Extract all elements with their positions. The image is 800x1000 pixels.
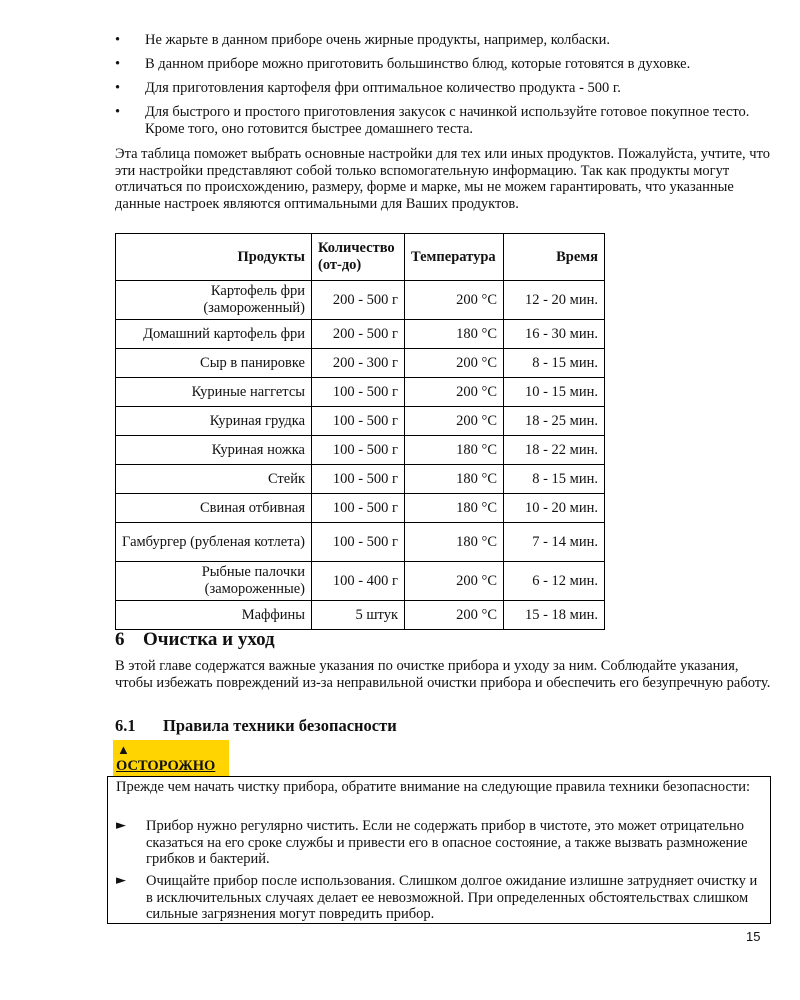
intro-paragraph: Эта таблица поможет выбрать основные настройки для тех или иных продуктов. Пожалуйста, учтите, что эти настройки представляют собой только вспомогательную информацию. Так как продукты могут отличаться по происхождению, размеру, форме и марке, мы не можем гарантировать, что указанные данные настроек являются оптимальными для Ваших продуктов. — [115, 146, 770, 212]
cell-time: 10 - 15 мин. — [504, 378, 605, 407]
cell-temperature: 180 °C — [405, 465, 504, 494]
cell-temperature: 200 °C — [405, 378, 504, 407]
cell-quantity: 100 - 500 г — [312, 465, 405, 494]
cell-product: Стейк — [116, 465, 312, 494]
cell-temperature: 180 °C — [405, 436, 504, 465]
warning-label — [113, 740, 229, 776]
cell-quantity: 5 штук — [312, 601, 405, 630]
bullet-icon: • — [115, 104, 121, 120]
table-row — [116, 562, 605, 601]
cell-time: 8 - 15 мин. — [504, 349, 605, 378]
table-row — [116, 378, 605, 407]
cell-temperature: 200 °C — [405, 407, 504, 436]
cell-product: Гамбургер (рубленая котлета) — [116, 523, 312, 562]
list-item: • Не жарьте в данном приборе очень жирные продукты, например, колбаски. — [115, 32, 610, 48]
cell-quantity: 200 - 300 г — [312, 349, 405, 378]
cell-time: 8 - 15 мин. — [504, 465, 605, 494]
arrow-right-icon: ► — [116, 873, 126, 888]
cell-quantity: 100 - 500 г — [312, 378, 405, 407]
table-header-row — [116, 234, 605, 281]
cell-temperature: 200 °C — [405, 601, 504, 630]
warning-intro: Прежде чем начать чистку прибора, обратите внимание на следующие правила техники безопасности: — [116, 779, 751, 795]
table-row — [116, 523, 605, 562]
warning-triangle-icon: ▲ — [117, 742, 130, 757]
bullet-icon: • — [115, 80, 121, 96]
subsection-title: Правила техники безопасности — [163, 716, 397, 735]
column-header-temperature: Температура — [405, 234, 504, 281]
table-row — [116, 320, 605, 349]
warning-item: ► Очищайте прибор после использования. Слишком долгое ожидание излишне затрудняет очистку и в исключительных случаях делает ее невозможной. При определенных обстоятельствах слишком сильные загрязнения могут повредить прибор. — [116, 873, 758, 922]
column-header-time: Время — [504, 234, 605, 281]
cell-temperature: 180 °C — [405, 494, 504, 523]
cell-temperature: 180 °C — [405, 320, 504, 349]
cell-product: Маффины — [116, 601, 312, 630]
cell-temperature: 180 °C — [405, 523, 504, 562]
cell-product: Куриные наггетсы — [116, 378, 312, 407]
cell-product: Картофель фри (замороженный) — [116, 281, 312, 320]
cell-time: 12 - 20 мин. — [504, 281, 605, 320]
bullet-icon: • — [115, 56, 121, 72]
cell-temperature: 200 °C — [405, 349, 504, 378]
list-item: • Для приготовления картофеля фри оптимальное количество продукта - 500 г. — [115, 80, 621, 96]
page-number: 15 — [746, 929, 761, 944]
cell-quantity: 200 - 500 г — [312, 320, 405, 349]
tips-list — [115, 32, 765, 145]
cell-temperature: 200 °C — [405, 281, 504, 320]
cell-quantity: 100 - 500 г — [312, 494, 405, 523]
cell-temperature: 200 °C — [405, 562, 504, 601]
warning-label-text: ОСТОРОЖНО — [116, 758, 216, 774]
column-header-quantity: Количество (от-до) — [312, 234, 405, 281]
cell-quantity: 100 - 500 г — [312, 436, 405, 465]
cell-product: Куриная грудка — [116, 407, 312, 436]
cell-time: 6 - 12 мин. — [504, 562, 605, 601]
section-title: Очистка и уход — [143, 629, 275, 650]
cell-product: Свиная отбивная — [116, 494, 312, 523]
table-row — [116, 465, 605, 494]
table-row — [116, 407, 605, 436]
cell-product: Рыбные палочки (замороженные) — [116, 562, 312, 601]
table-row — [116, 601, 605, 630]
cell-quantity: 200 - 500 г — [312, 281, 405, 320]
cell-time: 18 - 22 мин. — [504, 436, 605, 465]
section-heading — [115, 629, 275, 651]
cell-time: 15 - 18 мин. — [504, 601, 605, 630]
section-paragraph: В этой главе содержатся важные указания по очистке прибора и уходу за ним. Соблюдайте указания, чтобы избежать повреждений из-за неправильной очистки прибора и обеспечить его безупречную работу. — [115, 658, 771, 691]
warning-item: ► Прибор нужно регулярно чистить. Если не содержать прибор в чистоте, это может отрицательно сказаться на его сроке службы и привести его в опасное состояние, а также вызвать размножение грибков и бактерий. — [116, 818, 748, 867]
list-item: • Для быстрого и простого приготовления закусок с начинкой используйте готовое покупное тесто. Кроме того, оно готовится быстрее домашнего теста. — [115, 104, 750, 137]
cell-time: 18 - 25 мин. — [504, 407, 605, 436]
section-number: 6 — [115, 629, 125, 650]
cell-quantity: 100 - 500 г — [312, 523, 405, 562]
bullet-icon: • — [115, 32, 121, 48]
subsection-heading — [115, 716, 397, 736]
subsection-number: 6.1 — [115, 716, 136, 735]
column-header-product: Продукты — [116, 234, 312, 281]
cell-time: 10 - 20 мин. — [504, 494, 605, 523]
arrow-right-icon: ► — [116, 818, 126, 833]
cell-time: 16 - 30 мин. — [504, 320, 605, 349]
table-row — [116, 349, 605, 378]
table-row — [116, 436, 605, 465]
cell-time: 7 - 14 мин. — [504, 523, 605, 562]
cell-product: Домашний картофель фри — [116, 320, 312, 349]
cell-product: Сыр в панировке — [116, 349, 312, 378]
settings-table — [115, 233, 605, 630]
list-item: • В данном приборе можно приготовить большинство блюд, которые готовятся в духовке. — [115, 56, 691, 72]
cell-quantity: 100 - 500 г — [312, 407, 405, 436]
cell-quantity: 100 - 400 г — [312, 562, 405, 601]
warning-box — [107, 776, 771, 924]
cell-product: Куриная ножка — [116, 436, 312, 465]
table-row — [116, 494, 605, 523]
table-row — [116, 281, 605, 320]
